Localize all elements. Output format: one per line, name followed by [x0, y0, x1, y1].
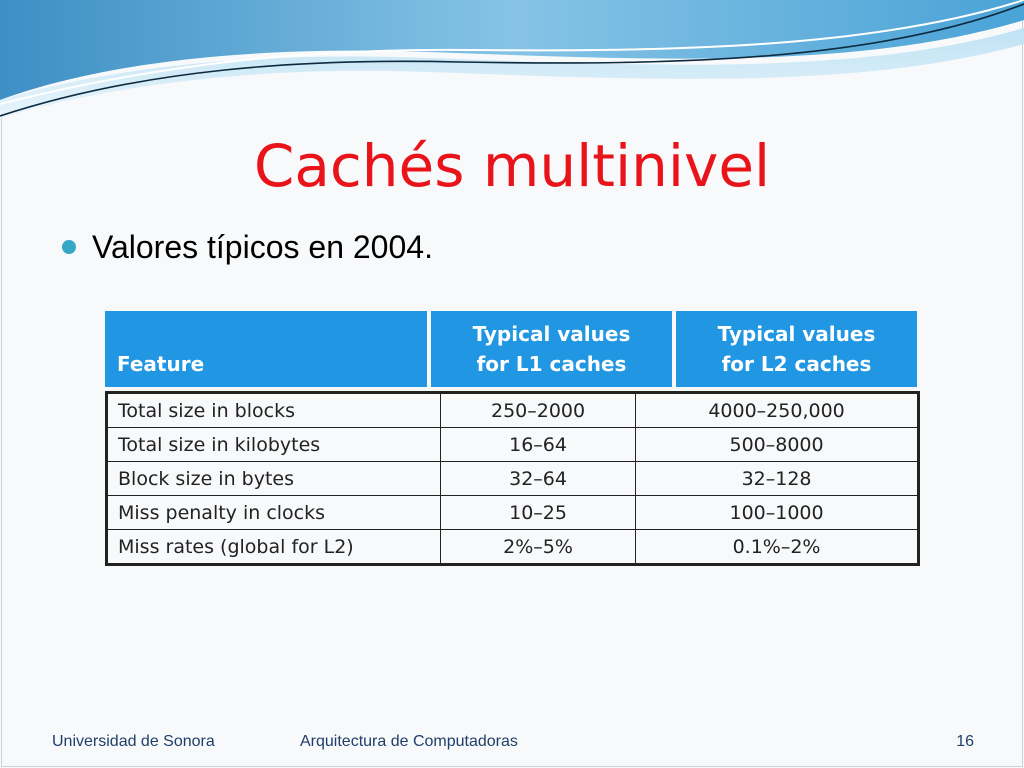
header-l2 — [676, 311, 917, 387]
header-feature — [105, 311, 427, 387]
l1-value-cell: 2%–5% — [441, 530, 636, 564]
l1-value-cell: 16–64 — [441, 428, 636, 462]
footer-course: Arquitectura de Computadoras — [300, 733, 518, 750]
l2-value-cell: 500–8000 — [636, 428, 918, 462]
l1-value-cell: 250–2000 — [441, 394, 636, 428]
footer-institution: Universidad de Sonora — [52, 733, 215, 750]
header-l2-line2: for L2 caches — [721, 352, 872, 376]
l2-value-cell: 100–1000 — [636, 496, 918, 530]
slide-title: Cachés multinivel — [253, 132, 771, 200]
feature-cell: Block size in bytes — [108, 462, 441, 496]
header-l2-line1: Typical values — [717, 322, 876, 346]
table-row — [108, 530, 918, 564]
bullet-item — [62, 222, 433, 272]
cache-values-table — [105, 311, 920, 566]
l1-value-cell: 10–25 — [441, 496, 636, 530]
header-wave-decoration — [0, 0, 1024, 140]
feature-cell: Miss penalty in clocks — [108, 496, 441, 530]
header-l1 — [431, 311, 672, 387]
feature-cell: Total size in blocks — [108, 394, 441, 428]
feature-cell: Total size in kilobytes — [108, 428, 441, 462]
l2-value-cell: 4000–250,000 — [636, 394, 918, 428]
header-l1-line1: Typical values — [472, 322, 631, 346]
header-feature-label: Feature — [117, 352, 205, 376]
bullet-text: Valores típicos en 2004. — [92, 228, 433, 265]
table-row — [108, 496, 918, 530]
l1-value-cell: 32–64 — [441, 462, 636, 496]
table-body — [105, 391, 920, 566]
table-row — [108, 394, 918, 428]
bullet-dot-icon — [62, 240, 76, 254]
table-row — [108, 462, 918, 496]
header-l1-line2: for L1 caches — [476, 352, 627, 376]
table-header — [105, 311, 920, 387]
l2-value-cell: 0.1%–2% — [636, 530, 918, 564]
l2-value-cell: 32–128 — [636, 462, 918, 496]
table-row — [108, 428, 918, 462]
footer-page-number: 16 — [956, 733, 974, 750]
feature-cell: Miss rates (global for L2) — [108, 530, 441, 564]
